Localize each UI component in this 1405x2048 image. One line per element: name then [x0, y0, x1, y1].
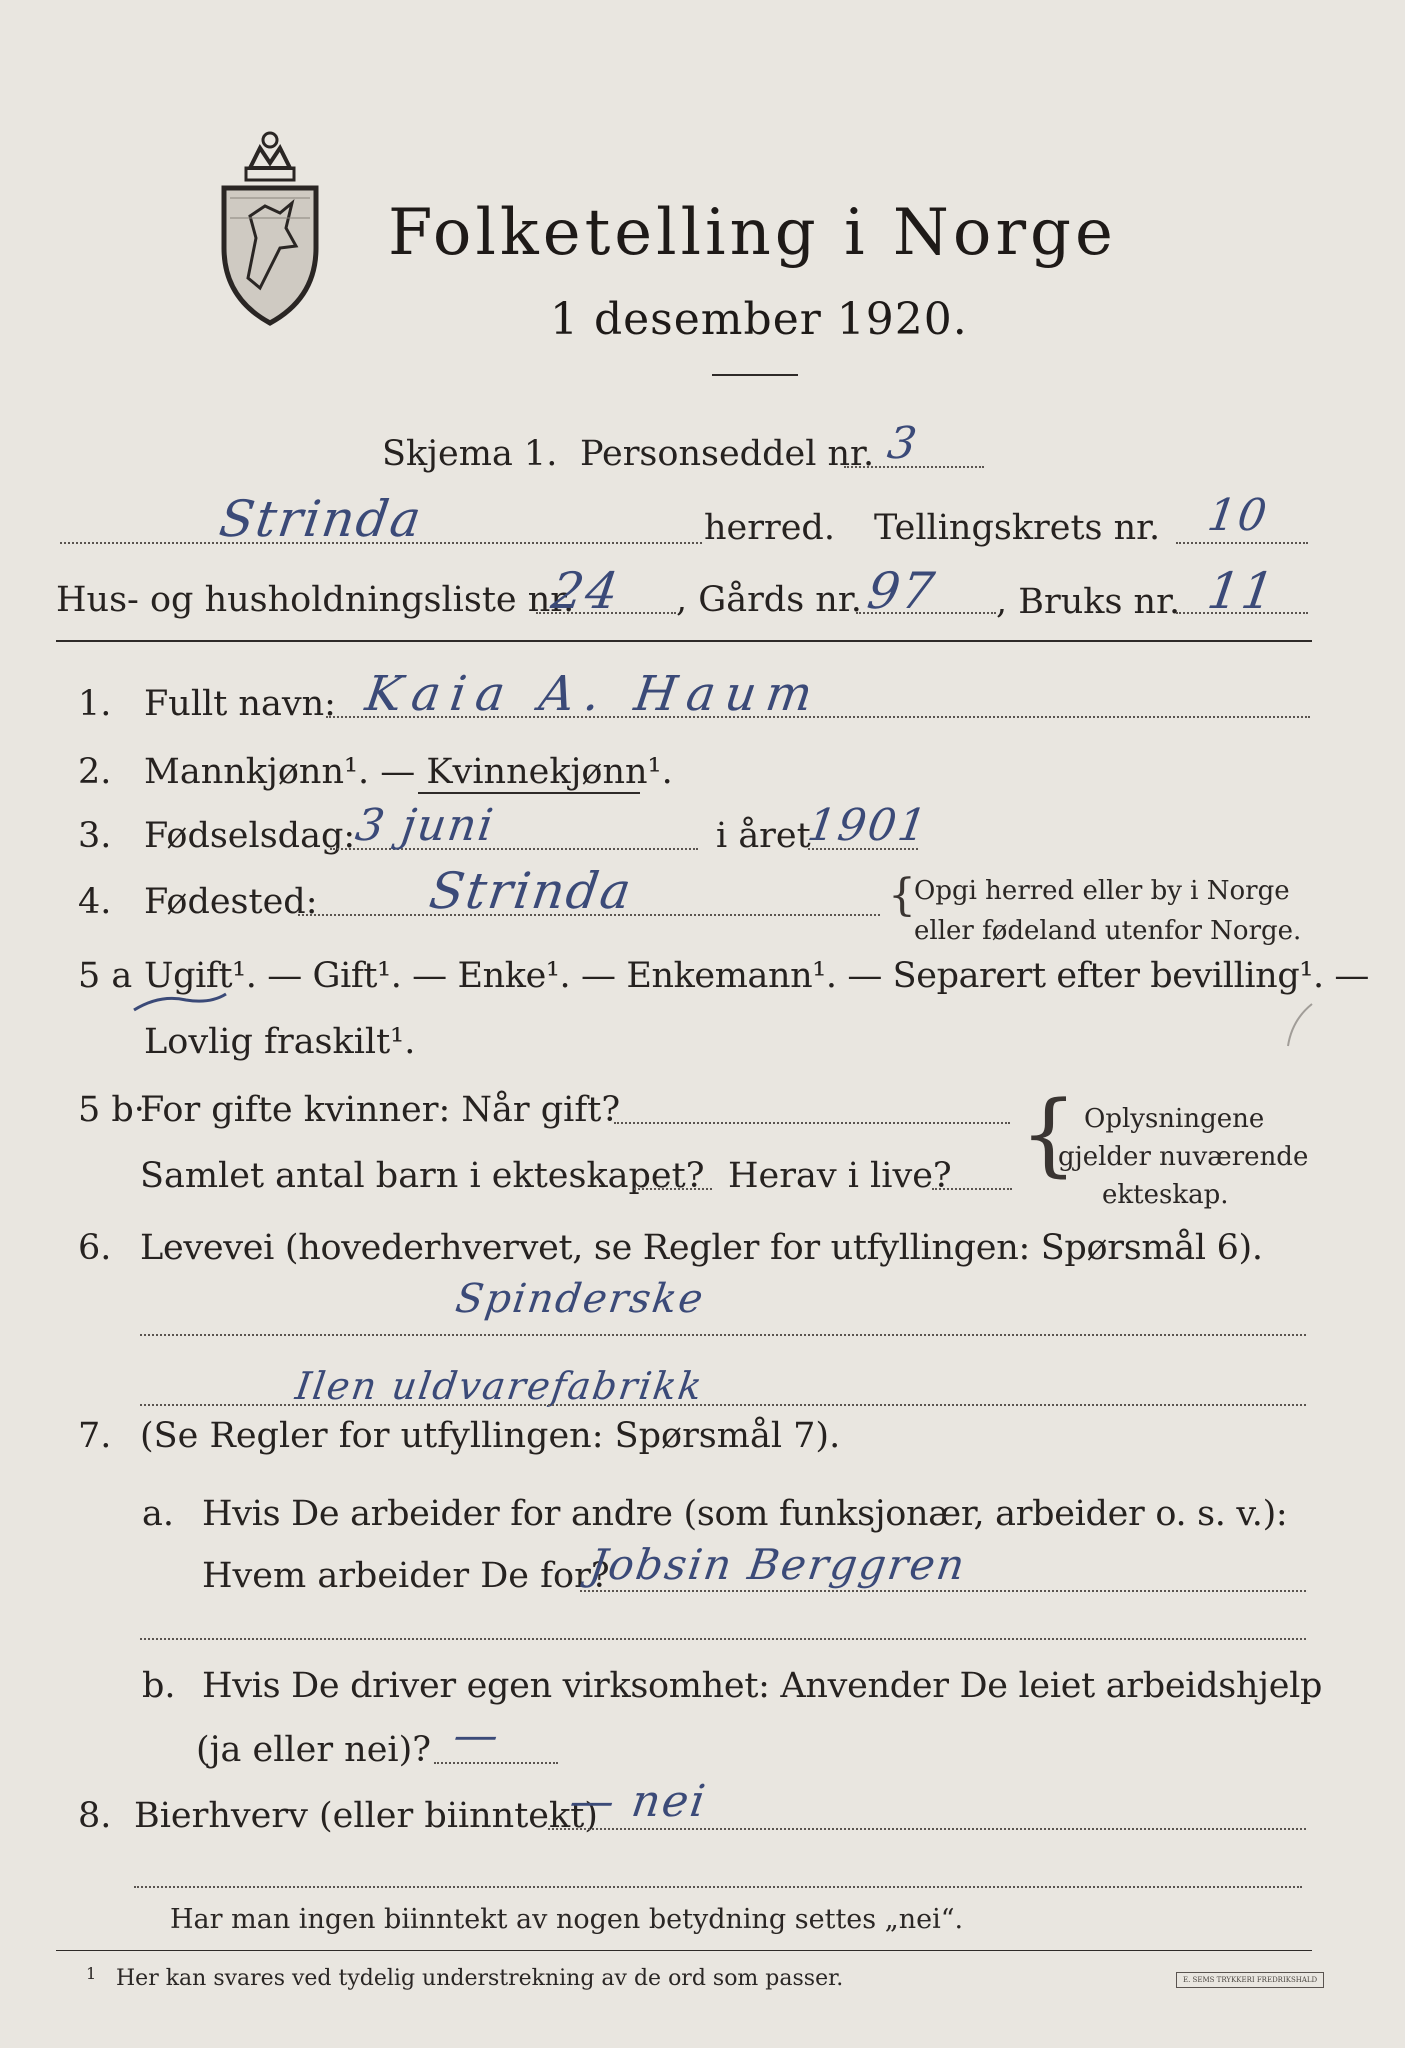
hired-help-field[interactable]: [434, 1762, 558, 1764]
hus-label: Hus- og husholdningsliste nr.: [56, 580, 575, 620]
q5b-note-3: ekteskap.: [1102, 1180, 1229, 1210]
year-value: 1901: [804, 800, 932, 851]
q1-label: Fullt navn:: [144, 684, 336, 724]
children-total-field[interactable]: [634, 1188, 712, 1190]
personseddel-value: 3: [884, 418, 922, 469]
q5b-line2-mid: Herav i live?: [728, 1156, 952, 1196]
nei-instruction: Har man ingen biinntekt av nogen betydning settes „nei“.: [170, 1904, 964, 1935]
q7b-line1: Hvis De driver egen virksomhet: Anvender De leiet arbeidshjelp: [202, 1666, 1323, 1706]
census-date: 1 desember 1920.: [550, 294, 968, 345]
q7a-line1: Hvis De arbeider for andre (som funksjonær, arbeider o. s. v.):: [202, 1494, 1288, 1534]
q5b-note-2: gjelder nuværende: [1058, 1142, 1309, 1172]
employer-field[interactable]: [580, 1590, 1306, 1592]
side-income-field-2[interactable]: [134, 1886, 1302, 1888]
printer-stamp: E. SEMS TRYKKERI FREDRIKSHALD: [1176, 1972, 1324, 1988]
q8-number: 8.: [78, 1796, 112, 1836]
q4-note-2: eller fødeland utenfor Norge.: [914, 916, 1302, 946]
q3-label: Fødselsdag:: [144, 816, 356, 856]
header-rule: [56, 640, 1312, 642]
occupation-value-2: Ilen uldvarefabrikk: [292, 1364, 707, 1408]
occupation-field-2[interactable]: [140, 1404, 1306, 1406]
hired-help-value: —: [450, 1710, 504, 1761]
tellingskrets-label: Tellingskrets nr.: [874, 508, 1161, 548]
employer-value: Jobsin Berggren: [586, 1540, 970, 1589]
norway-coat-of-arms-icon: [210, 128, 330, 328]
q7-label: (Se Regler for utfyllingen: Spørsmål 7).: [140, 1416, 841, 1456]
birthday-value: 3 juni: [352, 800, 498, 851]
q6-label: Levevei (hovederhvervet, se Regler for utfyllingen: Spørsmål 6).: [140, 1228, 1263, 1268]
q5b-number: 5 b·: [78, 1090, 145, 1130]
q4-label: Fødested:: [144, 882, 318, 922]
herred-label: herred.: [704, 508, 835, 548]
year-label: i året: [716, 816, 811, 856]
bruks-value: 11: [1203, 562, 1280, 620]
q3-number: 3.: [78, 816, 112, 856]
q5a-number: 5 a: [78, 956, 133, 996]
tellingskrets-field[interactable]: [1176, 542, 1308, 544]
children-alive-field[interactable]: [932, 1188, 1012, 1190]
employer-field-2[interactable]: [140, 1638, 1306, 1640]
q5b-line2-label: Samlet antal barn i ekteskapet?: [140, 1156, 705, 1196]
q4-number: 4.: [78, 882, 112, 922]
personseddel-label: Personseddel nr.: [580, 434, 875, 474]
margin-check-mark: [1282, 1000, 1322, 1050]
birthplace-value: Strinda: [425, 862, 637, 920]
marital-options-2[interactable]: Lovlig fraskilt¹.: [144, 1022, 416, 1062]
q4-brace: {: [888, 870, 916, 921]
married-when-field[interactable]: [614, 1122, 1010, 1124]
skjema-label: Skjema 1.: [382, 434, 558, 474]
bruks-label: , Bruks nr.: [996, 582, 1181, 622]
q7b-line2: (ja eller nei)?: [196, 1730, 432, 1770]
herred-value: Strinda: [215, 490, 427, 548]
q6-number: 6.: [78, 1228, 112, 1268]
page-title: Folketelling i Norge: [388, 196, 1117, 270]
footnote-text: Her kan svares ved tydelig understrekning av de ord som passer.: [116, 1966, 844, 1991]
q1-number: 1.: [78, 684, 112, 724]
gards-value: 97: [863, 562, 940, 620]
q7-number: 7.: [78, 1416, 112, 1456]
q5b-line1-label: For gifte kvinner: Når gift?: [140, 1090, 621, 1130]
q7a-line2: Hvem arbeider De for?: [202, 1556, 610, 1596]
title-divider: [712, 374, 798, 376]
q7b-letter: b.: [142, 1666, 176, 1706]
q5b-note-1: Oplysningene: [1084, 1104, 1265, 1134]
q4-note-1: Opgi herred eller by i Norge: [914, 876, 1290, 906]
q2-number: 2.: [78, 752, 112, 792]
full-name-value: Kaia A. Haum: [362, 666, 826, 722]
ugift-underline-mark: [130, 988, 230, 1018]
occupation-value-1: Spinderske: [452, 1276, 708, 1322]
hus-value: 24: [547, 562, 624, 620]
footer-rule: [56, 1950, 1312, 1951]
q7a-letter: a.: [142, 1494, 174, 1534]
side-income-value: — nei: [566, 1776, 711, 1827]
q8-label: Bierhverv (eller biinntekt): [134, 1796, 598, 1836]
marital-options-1[interactable]: Ugift¹. — Gift¹. — Enke¹. — Enkemann¹. — Separert efter bevilling¹. —: [144, 956, 1370, 996]
q5b-brace: {: [1020, 1082, 1078, 1187]
occupation-field-1[interactable]: [140, 1334, 1306, 1336]
tellingskrets-value: 10: [1204, 490, 1272, 541]
side-income-field[interactable]: [548, 1828, 1306, 1830]
gender-options[interactable]: Mannkjønn¹. — Kvinnekjønn¹.: [144, 752, 673, 792]
kvinnekjonn-underline: [418, 792, 640, 794]
gards-label: , Gårds nr.: [676, 580, 862, 620]
footnote-mark: 1: [86, 1964, 97, 1983]
